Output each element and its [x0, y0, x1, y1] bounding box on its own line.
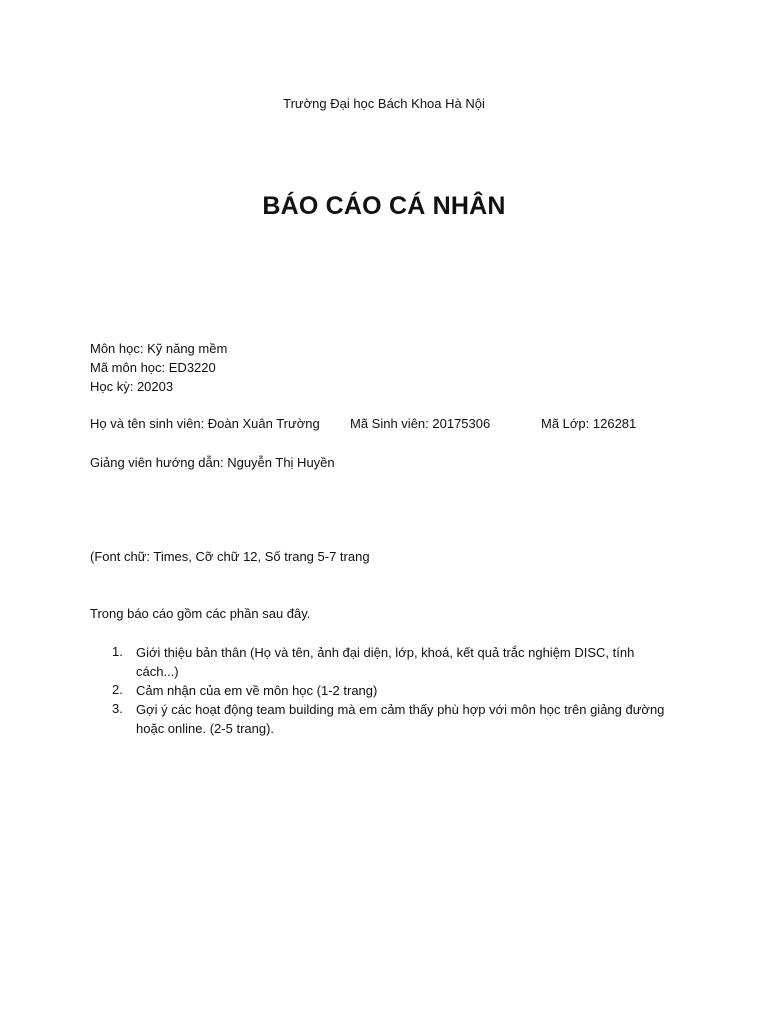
student-class: Mã Lớp: 126281	[541, 416, 637, 431]
student-name: Họ và tên sinh viên: Đoàn Xuân Trường	[90, 416, 320, 431]
course-subject: Môn học: Kỹ năng mềm	[90, 341, 228, 356]
sections-intro: Trong báo cáo gồm các phần sau đây.	[90, 606, 311, 621]
course-semester: Học kỳ: 20203	[90, 379, 174, 394]
format-note: (Font chữ: Times, Cỡ chữ 12, Số trang 5-7 trang	[90, 549, 370, 564]
list-item-number: 3.	[112, 701, 123, 716]
university-name: Trường Đại học Bách Khoa Hà Nội	[283, 96, 485, 111]
report-title: BÁO CÁO CÁ NHÂN	[262, 192, 506, 220]
list-item-number: 1.	[112, 644, 123, 659]
instructor-name: Giảng viên hướng dẫn: Nguyễn Thị Huyền	[90, 455, 335, 470]
list-item-text: Cảm nhận của em về môn học (1-2 trang)	[136, 683, 378, 698]
list-item-text: Gợi ý các hoạt động team building mà em cảm thấy phù hợp với môn học trên giảng đường hoặc online. (2-5 trang).	[136, 702, 665, 736]
course-code: Mã môn học: ED3220	[90, 360, 216, 375]
list-item-number: 2.	[112, 682, 123, 697]
student-id: Mã Sinh viên: 20175306	[350, 416, 491, 431]
list-item-text: Giới thiệu bản thân (Họ và tên, ảnh đại diện, lớp, khoá, kết quả trắc nghiệm DISC, tính cách...)	[136, 645, 635, 679]
